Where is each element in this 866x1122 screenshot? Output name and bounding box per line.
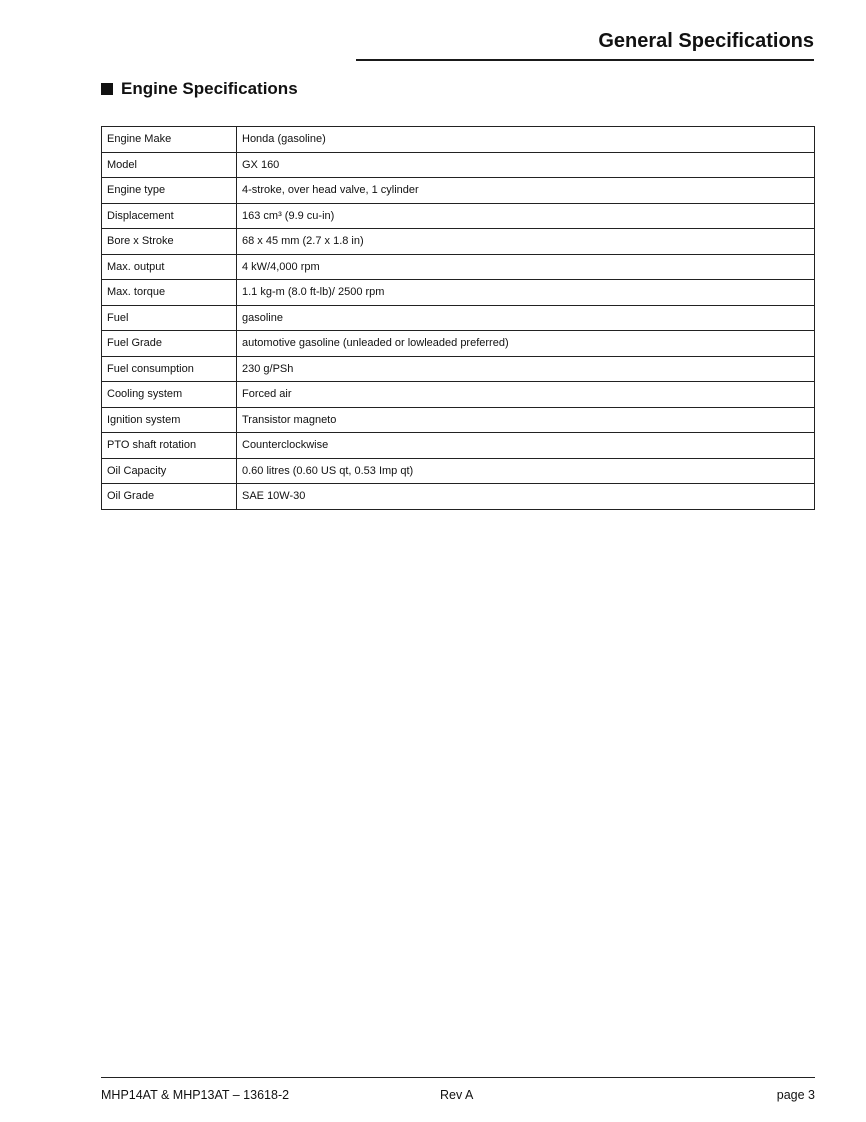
spec-value: 163 cm³ (9.9 cu-in) <box>237 203 815 229</box>
spec-label: Oil Grade <box>102 484 237 510</box>
spec-label: Ignition system <box>102 407 237 433</box>
table-row <box>102 254 815 280</box>
spec-value: Honda (gasoline) <box>237 127 815 153</box>
spec-value: GX 160 <box>237 152 815 178</box>
table-row <box>102 356 815 382</box>
spec-label: Engine Make <box>102 127 237 153</box>
engine-specs-table <box>101 126 815 510</box>
spec-label: Cooling system <box>102 382 237 408</box>
table-row <box>102 229 815 255</box>
table-row <box>102 127 815 153</box>
spec-value: gasoline <box>237 305 815 331</box>
spec-label: Fuel Grade <box>102 331 237 357</box>
spec-value: SAE 10W-30 <box>237 484 815 510</box>
spec-value: Counterclockwise <box>237 433 815 459</box>
spec-label: PTO shaft rotation <box>102 433 237 459</box>
table-row <box>102 280 815 306</box>
spec-value: 68 x 45 mm (2.7 x 1.8 in) <box>237 229 815 255</box>
section-heading <box>101 79 298 99</box>
page-number: page 3 <box>776 1088 815 1102</box>
page-header <box>356 28 814 61</box>
page-footer <box>101 1077 815 1102</box>
spec-label: Max. torque <box>102 280 237 306</box>
spec-value: 0.60 litres (0.60 US qt, 0.53 Imp qt) <box>237 458 815 484</box>
spec-value: automotive gasoline (unleaded or lowleaded preferred) <box>237 331 815 357</box>
table-row <box>102 433 815 459</box>
table-row <box>102 458 815 484</box>
spec-value: 4 kW/4,000 rpm <box>237 254 815 280</box>
table-row <box>102 305 815 331</box>
table-row <box>102 203 815 229</box>
table-row <box>102 331 815 357</box>
spec-label: Fuel consumption <box>102 356 237 382</box>
document-id: MHP14AT & MHP13AT – 13618-2 <box>101 1088 290 1102</box>
spec-label: Oil Capacity <box>102 458 237 484</box>
spec-value: 230 g/PSh <box>237 356 815 382</box>
spec-label: Max. output <box>102 254 237 280</box>
table-row <box>102 407 815 433</box>
spec-label: Fuel <box>102 305 237 331</box>
revision-label: Rev A <box>440 1088 474 1102</box>
spec-value: Forced air <box>237 382 815 408</box>
table-row <box>102 484 815 510</box>
section-heading-text: Engine Specifications <box>121 79 298 98</box>
spec-value: 4-stroke, over head valve, 1 cylinder <box>237 178 815 204</box>
spec-label: Bore x Stroke <box>102 229 237 255</box>
spec-value: 1.1 kg-m (8.0 ft-lb)/ 2500 rpm <box>237 280 815 306</box>
spec-label: Engine type <box>102 178 237 204</box>
page-title: General Specifications <box>356 28 814 61</box>
spec-label: Displacement <box>102 203 237 229</box>
table-row <box>102 382 815 408</box>
spec-label: Model <box>102 152 237 178</box>
table-row <box>102 178 815 204</box>
spec-value: Transistor magneto <box>237 407 815 433</box>
table-row <box>102 152 815 178</box>
square-bullet-icon <box>101 83 113 95</box>
